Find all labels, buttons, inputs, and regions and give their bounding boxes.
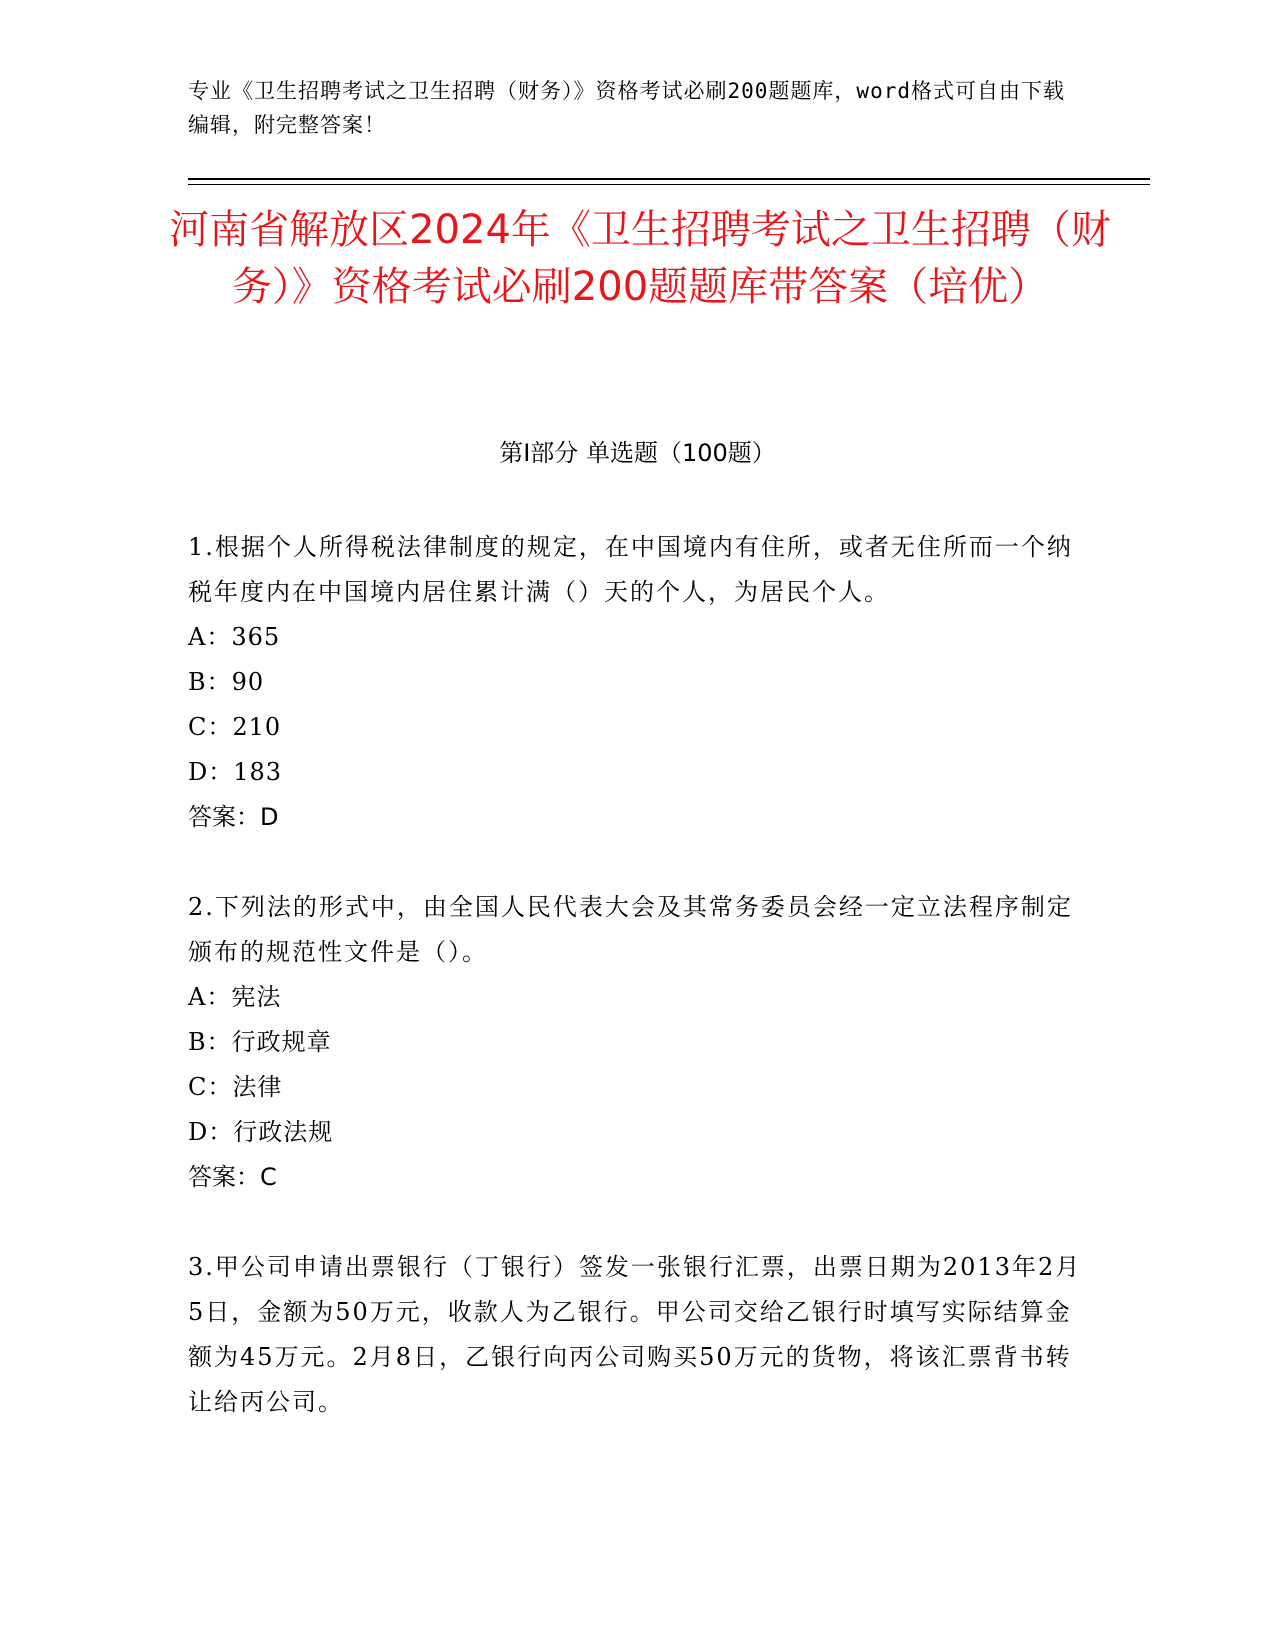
option-c: C：210: [188, 713, 282, 741]
header-divider-thin: [188, 184, 1150, 185]
question-3: [188, 1245, 1088, 1425]
header-note: 专业《卫生招聘考试之卫生招聘（财务）》资格考试必刷200题题库，word格式可自由下载编辑，附完整答案！: [188, 79, 1065, 137]
option-d: D：183: [188, 758, 283, 786]
question-2: [188, 885, 1088, 1200]
section-heading: 第Ⅰ部分 单选题（100题）: [499, 439, 776, 467]
header-divider-thick: [188, 178, 1150, 180]
option-b: B：行政规章: [188, 1028, 332, 1056]
question-text: 1.根据个人所得税法律制度的规定，在中国境内有住所，或者无住所而一个纳税年度内在中国境内居住累计满（）天的个人，为居民个人。: [188, 533, 1073, 606]
answer: 答案：C: [188, 1163, 277, 1191]
option-d: D：行政法规: [188, 1118, 334, 1146]
option-b: B：90: [188, 668, 265, 696]
option-a: A：宪法: [188, 983, 282, 1011]
option-a: A：365: [188, 623, 281, 651]
document-title: 河南省解放区2024年《卫生招聘考试之卫生招聘（财务）》资格考试必刷200题题库带答案（培优）: [169, 207, 1111, 310]
question-list: [188, 525, 1088, 1470]
question-text: 2.下列法的形式中，由全国人民代表大会及其常务委员会经一定立法程序制定颁布的规范性文件是（）。: [188, 893, 1073, 966]
answer: 答案：D: [188, 803, 279, 831]
question-1: [188, 525, 1088, 840]
option-c: C：法律: [188, 1073, 283, 1101]
question-text: 3.甲公司申请出票银行（丁银行）签发一张银行汇票，出票日期为2013年2月5日，金额为50万元，收款人为乙银行。甲公司交给乙银行时填写实际结算金额为45万元。2月8日，乙银行向丙公司购买50万元的货物，将该汇票背书转让给丙公司。: [188, 1253, 1082, 1416]
